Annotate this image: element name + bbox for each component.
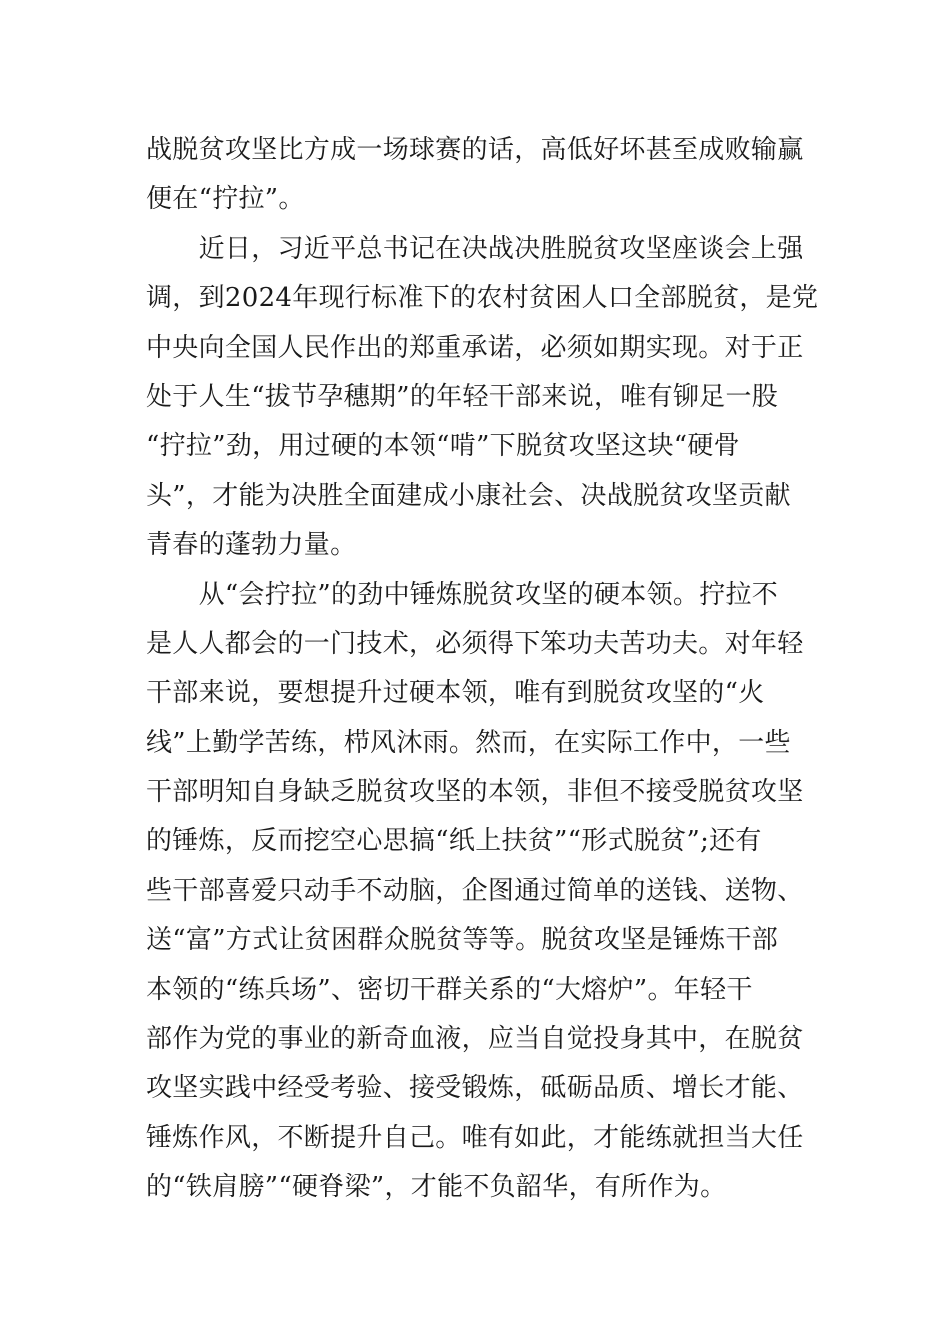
- paragraph-3: [146, 571, 808, 1213]
- paragraph-1: [146, 126, 808, 225]
- text-line: 从“会拧拉”的劲中锤炼脱贫攻坚的硬本领。拧拉不: [146, 579, 779, 610]
- text-line: “拧拉”劲，用过硬的本领“啃”下脱贫攻坚这块“硬骨: [146, 431, 740, 462]
- text-line: 近日，习近平总书记在决战决胜脱贫攻坚座谈会上强: [146, 233, 804, 264]
- text-line: 的锤炼，反而挖空心思搞“纸上扶贫”“形式脱贫”;还有: [146, 826, 762, 857]
- text-line: 头”，才能为决胜全面建成小康社会、决战脱贫攻坚贡献: [146, 480, 791, 511]
- text-line: 送“富”方式让贫困群众脱贫等等。脱贫攻坚是锤炼干部: [146, 925, 779, 956]
- text-line: 调，到2024年现行标准下的农村贫困人口全部脱贫，是党: [146, 283, 819, 314]
- text-line: 攻坚实践中经受考验、接受锻炼，砥砺品质、增长才能、: [146, 1073, 804, 1104]
- text-line: 锤炼作风，不断提升自己。唯有如此，才能练就担当大任: [146, 1122, 804, 1153]
- text-line: 战脱贫攻坚比方成一场球赛的话，高低好坏甚至成败输赢: [146, 135, 804, 165]
- article-body: [146, 126, 819, 1213]
- paragraph-2: [146, 225, 819, 571]
- text-line: 些干部喜爱只动手不动脑，企图通过简单的送钱、送物、: [146, 875, 804, 906]
- text-line: 青春的蓬勃力量。: [146, 530, 357, 561]
- text-line: 处于人生“拔节孕穗期”的年轻干部来说，唯有铆足一股: [146, 381, 779, 412]
- text-line: 干部明知自身缺乏脱贫攻坚的本领，非但不接受脱贫攻坚: [146, 777, 804, 808]
- text-line: 是人人都会的一门技术，必须得下笨功夫苦功夫。对年轻: [146, 628, 804, 659]
- text-line: 部作为党的事业的新奇血液，应当自觉投身其中，在脱贫: [146, 1024, 804, 1055]
- text-line: 的“铁肩膀”“硬脊梁”，才能不负韶华，有所作为。: [146, 1172, 727, 1203]
- text-line: 本领的“练兵场”、密切干群关系的“大熔炉”。年轻干: [146, 974, 753, 1005]
- text-line: 中央向全国人民作出的郑重承诺，必须如期实现。对于正: [146, 332, 804, 363]
- text-line: 干部来说，要想提升过硬本领，唯有到脱贫攻坚的“火: [146, 678, 765, 709]
- text-line: 线”上勤学苦练，栉风沐雨。然而，在实际工作中，一些: [146, 727, 791, 758]
- text-line: 便在“拧拉”。: [146, 184, 305, 215]
